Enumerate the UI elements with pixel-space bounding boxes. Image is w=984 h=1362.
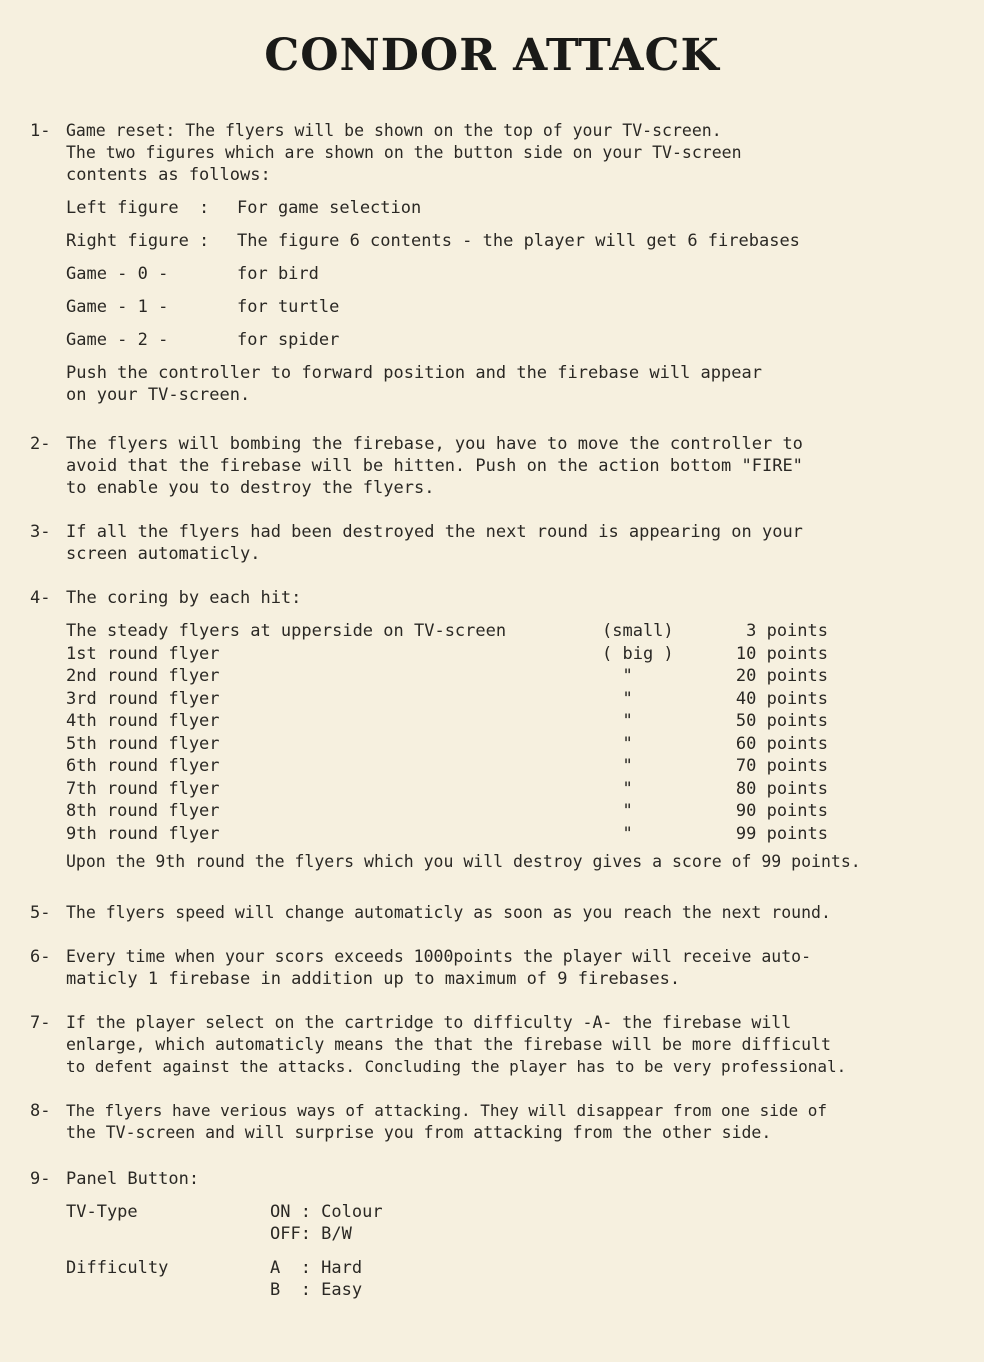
- list-item: Game - 2 - for spider: [66, 330, 340, 350]
- section-number: 8-: [30, 1101, 51, 1121]
- text-line: maticly 1 firebase in addition up to maximum of 9 firebases.: [66, 969, 681, 989]
- table-cell: ": [602, 711, 633, 731]
- section-number: 4-: [30, 588, 51, 608]
- table-cell: ": [602, 823, 633, 844]
- list-item: Game - 0 - for bird: [66, 264, 319, 284]
- table-cell: 99 points: [735, 823, 828, 844]
- section-5: [30, 902, 831, 924]
- table-cell: ": [602, 756, 633, 776]
- text-line: avoid that the firebase will be hitten. Push on the action bottom "FIRE": [66, 456, 803, 476]
- difficulty-label: Difficulty: [66, 1258, 169, 1278]
- table-cell: 20 points: [735, 666, 828, 686]
- table-cell: ": [602, 801, 633, 821]
- section-heading: Panel Button:: [66, 1169, 200, 1189]
- table-cell: 1st round flyer: [66, 643, 220, 664]
- list-item: Right figure : The figure 6 contents - the player will get 6 firebases: [66, 231, 800, 251]
- table-cell: 60 points: [735, 733, 828, 754]
- table-cell: 6th round flyer: [66, 756, 220, 776]
- text-line: The two figures which are shown on the button side on your TV-screen: [66, 143, 742, 162]
- table-cell: 8th round flyer: [66, 801, 220, 821]
- tv-type-label: TV-Type: [66, 1202, 138, 1222]
- table-cell: 40 points: [735, 688, 828, 709]
- section-2: [30, 433, 803, 499]
- text-line: The flyers speed will change automaticly as soon as you reach the next round.: [66, 903, 831, 922]
- list-item: Game - 1 - for turtle: [66, 297, 340, 317]
- table-cell: 2nd round flyer: [66, 666, 220, 686]
- section-number: 3-: [30, 522, 51, 542]
- section-number: 2-: [30, 434, 51, 454]
- table-cell: 3rd round flyer: [66, 688, 220, 709]
- section-4: [30, 587, 861, 873]
- table-cell: 7th round flyer: [66, 778, 220, 799]
- text-line: to enable you to destroy the flyers.: [66, 478, 435, 498]
- difficulty-a: A : Hard: [270, 1258, 363, 1278]
- difficulty-table: [66, 1257, 470, 1301]
- section-3: [30, 521, 803, 565]
- section-6: [30, 946, 811, 990]
- text-line: If all the flyers had been destroyed the next round is appearing on your: [66, 522, 803, 542]
- text-line: Game reset: The flyers will be shown on the top of your TV-screen.: [66, 121, 722, 140]
- section-heading: The coring by each hit:: [66, 588, 302, 608]
- table-cell: 5th round flyer: [66, 733, 220, 754]
- table-cell: ": [602, 666, 633, 686]
- section-number: 7-: [30, 1013, 51, 1033]
- table-cell: The steady flyers at upperside on TV-screen: [66, 621, 507, 641]
- table-cell: ": [602, 688, 633, 709]
- text-line: to defent against the attacks. Concluding the player has to be very professional.: [66, 1057, 847, 1076]
- tv-type-on: ON : Colour: [270, 1202, 383, 1222]
- tv-type-off: OFF: B/W: [270, 1224, 352, 1244]
- table-cell: 90 points: [735, 801, 828, 821]
- page-title: CONDOR ATTACK: [264, 30, 720, 81]
- table-cell: 10 points: [735, 643, 828, 664]
- table-cell: 50 points: [735, 711, 828, 731]
- table-cell: ": [602, 733, 633, 754]
- text-line: the TV-screen and will surprise you from attacking from the other side.: [66, 1123, 772, 1142]
- text-line: Push the controller to forward position and the firebase will appear: [66, 363, 762, 383]
- section-number: 5-: [30, 903, 51, 923]
- table-cell: ": [602, 778, 633, 799]
- section-8: [30, 1100, 827, 1144]
- table-cell: 3 points: [746, 621, 828, 641]
- section-7: [30, 1012, 846, 1078]
- text-line: The flyers have verious ways of attacking. They will disappear from one side of: [66, 1101, 827, 1120]
- table-cell: ( big ): [602, 643, 674, 664]
- text-line: contents as follows:: [66, 165, 271, 185]
- list-item: Left figure : For game selection: [66, 198, 422, 218]
- section-number: 1-: [30, 121, 51, 141]
- table-cell: (small): [602, 621, 674, 641]
- score-table: [66, 620, 861, 845]
- text-line: Every time when your scors exceeds 1000points the player will receive auto-: [66, 947, 812, 966]
- text-line: Upon the 9th round the flyers which you will destroy gives a score of 99 points.: [66, 852, 861, 871]
- section-number: 6-: [30, 947, 51, 967]
- table-cell: 9th round flyer: [66, 823, 220, 844]
- text-line: The flyers will bombing the firebase, you have to move the controller to: [66, 434, 803, 454]
- table-cell: 70 points: [735, 756, 828, 776]
- text-line: screen automaticly.: [66, 544, 261, 564]
- difficulty-b: B : Easy: [270, 1280, 363, 1300]
- text-line: on your TV-screen.: [66, 385, 251, 405]
- panel-button-table: [66, 1201, 470, 1245]
- table-cell: 80 points: [735, 778, 828, 799]
- text-line: If the player select on the cartridge to difficulty -A- the firebase will: [66, 1013, 792, 1032]
- section-number: 9-: [30, 1169, 51, 1189]
- section-9: [30, 1168, 470, 1301]
- section-1: [30, 120, 800, 406]
- table-cell: 4th round flyer: [66, 711, 220, 731]
- text-line: enlarge, which automaticly means the that the firebase will be more difficult: [66, 1035, 831, 1054]
